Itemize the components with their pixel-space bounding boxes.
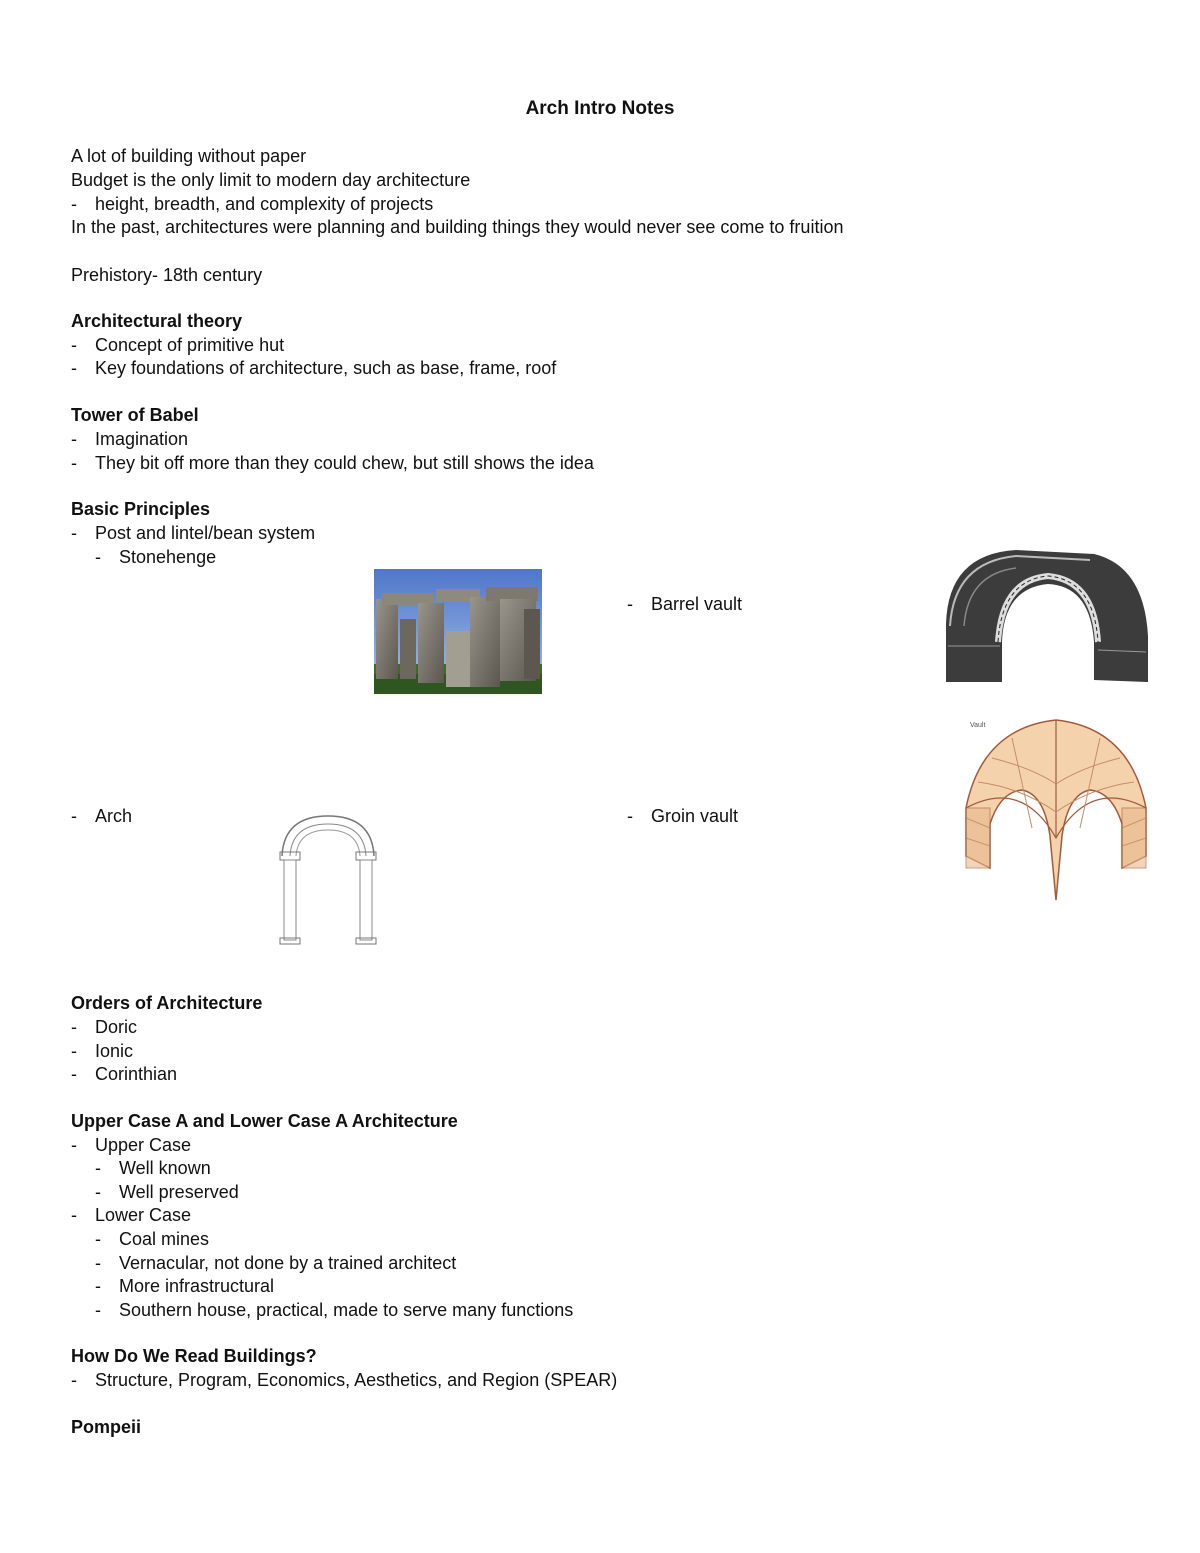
intro-bullet: - height, breadth, and complexity of projects [71, 194, 434, 214]
list-item: - Vernacular, not done by a trained architect [95, 1253, 457, 1273]
section-heading: Orders of Architecture [71, 993, 263, 1013]
groin-vault-image [962, 718, 1150, 904]
list-item: - Barrel vault [627, 594, 743, 614]
list-item: - Southern house, practical, made to serve many functions [95, 1300, 574, 1320]
stonehenge-image [374, 569, 542, 694]
intro-line: Budget is the only limit to modern day architecture [71, 170, 471, 190]
period-line: Prehistory- 18th century [71, 265, 263, 285]
arch-image [274, 812, 384, 948]
list-item: - Imagination [71, 429, 189, 449]
list-item: - Structure, Program, Economics, Aesthetics, and Region (SPEAR) [71, 1370, 618, 1390]
list-item: - Stonehenge [95, 547, 217, 567]
list-item: - Arch [71, 806, 133, 826]
section-heading: Upper Case A and Lower Case A Architecture [71, 1111, 458, 1131]
list-item: - Doric [71, 1017, 138, 1037]
intro-line: In the past, architectures were planning and building things they would never see come to fruition [71, 217, 844, 237]
list-item: - Well known [95, 1158, 211, 1178]
list-item: - Post and lintel/bean system [71, 523, 316, 543]
section-heading: Basic Principles [71, 499, 211, 519]
groin-vault-caption: Vault [970, 722, 986, 729]
list-item: - Upper Case [71, 1135, 192, 1155]
list-item: - Well preserved [95, 1182, 239, 1202]
list-item: - Corinthian [71, 1064, 178, 1084]
list-item: - Concept of primitive hut [71, 335, 285, 355]
barrel-vault-image [944, 546, 1150, 686]
list-item: - They bit off more than they could chew, but still shows the idea [71, 453, 594, 473]
section-heading: Tower of Babel [71, 405, 199, 425]
section-heading: Architectural theory [71, 311, 243, 331]
list-item: - Lower Case [71, 1205, 192, 1225]
intro-line: A lot of building without paper [71, 146, 307, 166]
section-heading: How Do We Read Buildings? [71, 1346, 317, 1366]
section-heading: Pompeii [71, 1417, 142, 1437]
list-item: - Coal mines [95, 1229, 210, 1249]
list-item: - Key foundations of architecture, such as base, frame, roof [71, 358, 557, 378]
page-title: Arch Intro Notes [525, 98, 675, 119]
list-item: - Groin vault [627, 806, 739, 826]
list-item: - More infrastructural [95, 1276, 275, 1296]
list-item: - Ionic [71, 1041, 134, 1061]
